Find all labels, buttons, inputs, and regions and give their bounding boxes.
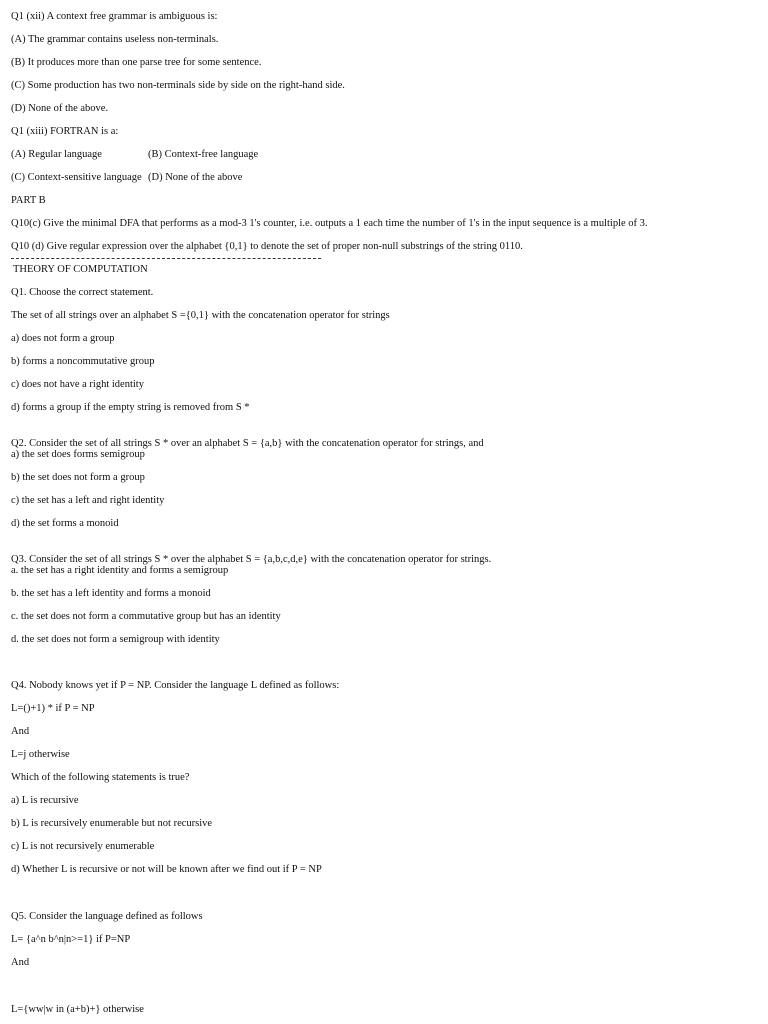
section-title-theory-of-computation: THEORY OF COMPUTATION xyxy=(13,264,148,275)
option-a: a) does not form a group xyxy=(11,333,115,344)
question-q10d: Q10 (d) Give regular expression over the alphabet {0,1} to denote the set of proper non-null substrings of the string 0110. xyxy=(11,241,523,252)
option-b: b) the set does not form a group xyxy=(11,472,145,483)
option-d: d) forms a group if the empty string is removed from S * xyxy=(11,402,250,413)
option-b: (B) It produces more than one parse tree for some sentence. xyxy=(11,57,262,68)
option-a: (A) The grammar contains useless non-terminals. xyxy=(11,34,219,45)
option-d: d. the set does not form a semigroup with identity xyxy=(11,634,220,645)
section-heading-part-b: PART B xyxy=(11,195,46,206)
question-q1-xii: Q1 (xii) A context free grammar is ambiguous is: xyxy=(11,11,218,22)
option-d: d) the set forms a monoid xyxy=(11,518,119,529)
option-c: c) does not have a right identity xyxy=(11,379,144,390)
definition-line: L=()+1) * if P = NP xyxy=(11,703,95,714)
option-d: (D) None of the above. xyxy=(11,103,109,114)
option-c: c) L is not recursively enumerable xyxy=(11,841,155,852)
option-b: b. the set has a left identity and forms a monoid xyxy=(11,588,211,599)
question-q5: Q5. Consider the language defined as follows xyxy=(11,911,203,922)
definition-line: And xyxy=(11,957,30,968)
question-prompt: Which of the following statements is true? xyxy=(11,772,190,783)
divider xyxy=(11,258,321,259)
option-c: (C) Some production has two non-terminals side by side on the right-hand side. xyxy=(11,80,345,91)
option-a: a. the set has a right identity and forms a semigroup xyxy=(11,565,229,576)
option-a: (A) Regular language xyxy=(11,149,102,160)
option-c: c. the set does not form a commutative group but has an identity xyxy=(11,611,281,622)
option-a: a) L is recursive xyxy=(11,795,79,806)
option-a: a) the set does forms semigroup xyxy=(11,449,145,460)
option-b: b) L is recursively enumerable but not recursive xyxy=(11,818,213,829)
option-c: (C) Context-sensitive language xyxy=(11,172,142,183)
definition-line: L=j otherwise xyxy=(11,749,70,760)
option-b: (B) Context-free language xyxy=(148,149,259,160)
option-d: (D) None of the above xyxy=(148,172,243,183)
question-q1: Q1. Choose the correct statement. xyxy=(11,287,154,298)
question-q10c: Q10(c) Give the minimal DFA that performs as a mod-3 1's counter, i.e. outputs a 1 each time the number of 1's in the input sequence is a multiple of 3. xyxy=(11,218,648,229)
option-c: c) the set has a left and right identity xyxy=(11,495,165,506)
question-q3: Q3. Consider the set of all strings S * over the alphabet S = {a,b,c,d,e} with the concatenation operator for strings. xyxy=(11,554,492,565)
question-stem: The set of all strings over an alphabet S ={0,1} with the concatenation operator for strings xyxy=(11,310,390,321)
option-d: d) Whether L is recursive or not will be known after we find out if P = NP xyxy=(11,864,322,875)
question-q2: Q2. Consider the set of all strings S * over an alphabet S = {a,b} with the concatenation operator for strings, and xyxy=(11,438,484,449)
question-q4: Q4. Nobody knows yet if P = NP. Consider the language L defined as follows: xyxy=(11,680,340,691)
definition-line: And xyxy=(11,726,30,737)
definition-line: L={ww|w in (a+b)+} otherwise xyxy=(11,1004,144,1015)
option-b: b) forms a noncommutative group xyxy=(11,356,155,367)
question-q1-xiii: Q1 (xiii) FORTRAN is a: xyxy=(11,126,119,137)
definition-line: L= {a^n b^n|n>=1} if P=NP xyxy=(11,934,131,945)
